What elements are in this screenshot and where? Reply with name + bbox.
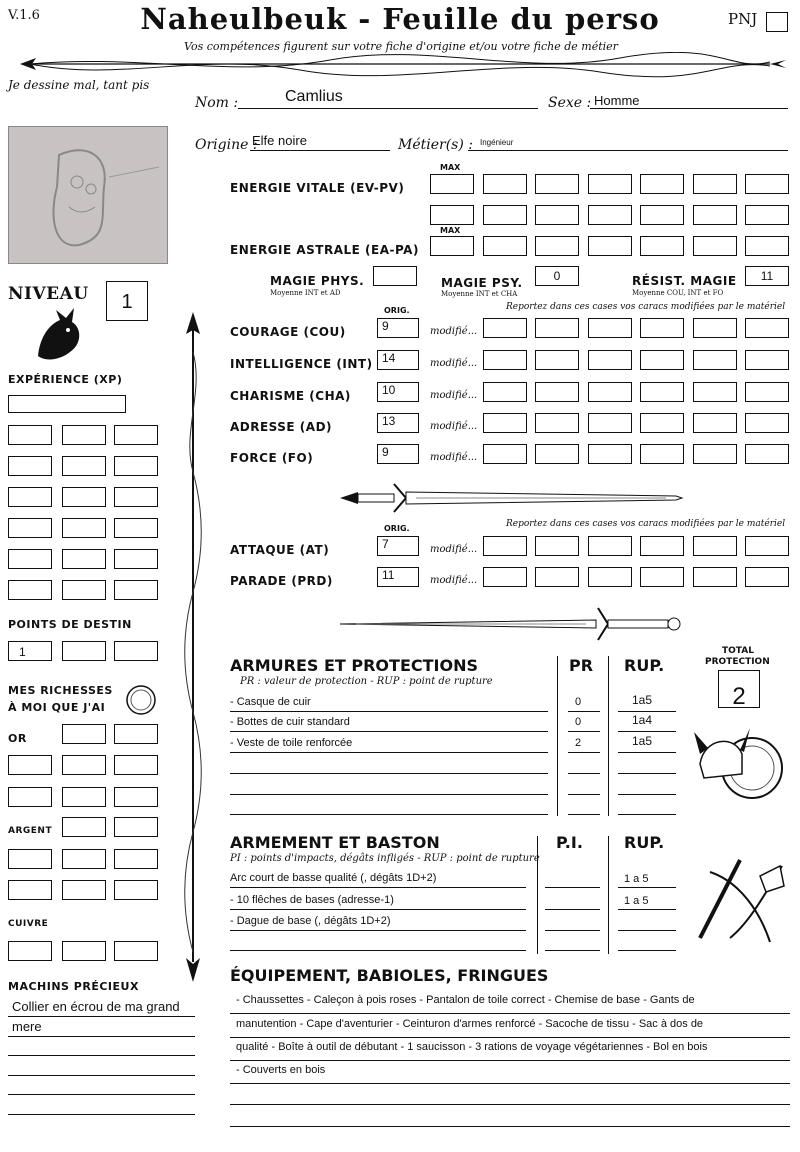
nom-field[interactable]: Camlius (285, 88, 343, 105)
stat-modified-box[interactable] (588, 444, 632, 464)
armure-rup-line (618, 711, 676, 712)
ea-max-label: MAX (440, 226, 461, 235)
vital-box[interactable] (693, 174, 737, 194)
vital-box[interactable] (535, 205, 579, 225)
richesses-label-1: MES RICHESSES (8, 684, 113, 697)
ev-max-label: MAX (440, 163, 461, 172)
arme-rup: 1 a 5 (624, 895, 649, 907)
arme-name: - Dague de base (, dégâts 1D+2) (230, 915, 391, 927)
vital-box[interactable] (745, 205, 789, 225)
stat-orig-field[interactable] (377, 350, 419, 370)
xp-box[interactable] (62, 549, 106, 569)
armure-rup-line (618, 814, 676, 815)
armure-pr-line (568, 773, 600, 774)
total-label-2: PROTECTION (705, 657, 770, 667)
page-subtitle: Vos compétences figurent sur votre fiche d'origine et/ou votre fiche de métier (184, 40, 618, 53)
stat-modified-box[interactable] (745, 444, 789, 464)
armures-pr-header: PR (569, 656, 594, 675)
niveau-field[interactable]: 1 (106, 281, 148, 321)
xp-box[interactable] (62, 518, 106, 538)
stat-modified-box[interactable] (640, 350, 684, 370)
armement-title: ARMEMENT ET BASTON (230, 833, 440, 852)
machins-line (8, 1075, 195, 1076)
stat-modified-box[interactable] (483, 413, 527, 433)
machins-line-2[interactable]: mere (12, 1019, 42, 1034)
niveau-label: NIVEAU (8, 284, 89, 304)
arme-name: Arc court de basse qualité (, dégâts 1D+2) (230, 872, 437, 884)
stat-orig-field[interactable] (377, 444, 419, 464)
resist-magie-label: RÉSIST. MAGIE (632, 274, 737, 288)
stat-modified-box[interactable] (745, 382, 789, 402)
total-protection-field[interactable]: 2 (718, 670, 760, 708)
xp-box[interactable] (62, 487, 106, 507)
stat-modified-box[interactable] (535, 444, 579, 464)
metier-field[interactable]: Ingénieur (480, 138, 514, 147)
arme-rup-line (618, 887, 676, 888)
xp-box[interactable] (114, 518, 158, 538)
armure-pr-line (568, 794, 600, 795)
vital-box[interactable] (640, 174, 684, 194)
money-box[interactable] (62, 755, 106, 775)
xp-box[interactable] (62, 456, 106, 476)
combat-modified-box[interactable] (483, 567, 527, 587)
stat-orig-value: 9 (382, 445, 389, 459)
stat-modified-box[interactable] (640, 413, 684, 433)
sexe-field[interactable]: Homme (594, 93, 640, 108)
stat-orig-value: 14 (382, 351, 396, 365)
combat-orig-value: 7 (382, 537, 389, 551)
stat-modified-box[interactable] (640, 382, 684, 402)
armure-pr-line (568, 711, 600, 712)
armure-rup-line (618, 731, 676, 732)
modifie-label: modifié... (430, 544, 478, 555)
resist-magie-field[interactable]: 11 (745, 266, 789, 286)
armure-rup-line (618, 773, 676, 774)
drawing-note: Je dessine mal, tant pis (8, 78, 150, 92)
argent-label: ARGENT (8, 826, 53, 836)
magie-psy-label: MAGIE PSY. (441, 276, 523, 290)
magie-phys-label: MAGIE PHYS. (270, 274, 365, 288)
xp-box[interactable] (8, 580, 52, 600)
armures-subtitle: PR : valeur de protection - RUP : point de rupture (240, 676, 493, 687)
arme-rup-line (618, 950, 676, 951)
vital-box[interactable] (693, 236, 737, 256)
sword-icon (336, 478, 686, 518)
armure-pr: 2 (575, 737, 582, 749)
vital-box[interactable] (483, 205, 527, 225)
combat-modified-box[interactable] (693, 567, 737, 587)
money-box[interactable] (114, 787, 158, 807)
vital-box[interactable] (640, 205, 684, 225)
portrait-image (8, 126, 168, 264)
money-box[interactable] (114, 755, 158, 775)
arme-pi-line (545, 909, 600, 910)
armement-pi-header: P.I. (556, 833, 583, 852)
resist-magie-sub: Moyenne COU, INT et FO (632, 289, 724, 297)
nom-line (238, 108, 538, 109)
equip-line (230, 1060, 790, 1061)
ea-label: ENERGIE ASTRALE (EA-PA) (230, 243, 419, 257)
stat-orig-value: 10 (382, 383, 396, 397)
money-box[interactable] (62, 787, 106, 807)
stat-modified-box[interactable] (535, 350, 579, 370)
vital-box[interactable] (430, 205, 474, 225)
destin-box-1[interactable] (8, 641, 52, 661)
vital-box[interactable] (745, 174, 789, 194)
vital-box[interactable] (430, 236, 474, 256)
combat-modified-box[interactable] (588, 567, 632, 587)
armures-title: ARMURES ET PROTECTIONS (230, 656, 478, 675)
arme-rup-line (618, 930, 676, 931)
money-box[interactable] (114, 817, 158, 837)
xp-total-field[interactable] (8, 395, 126, 413)
stat-modified-box[interactable] (745, 413, 789, 433)
xp-box[interactable] (8, 425, 52, 445)
equip-text: - Chaussettes - Caleçon à pois roses - Pantalon de toile correct - Chemise de base - Gants de (236, 994, 695, 1006)
vital-box[interactable] (588, 174, 632, 194)
armures-divider-2 (608, 656, 609, 816)
stat-modified-box[interactable] (693, 382, 737, 402)
equip-line (230, 1037, 790, 1038)
magie-psy-sub: Moyenne INT et CHA (441, 290, 518, 298)
destin-box-2[interactable] (62, 641, 106, 661)
modifie-label: modifié... (430, 575, 478, 586)
combat-modified-box[interactable] (535, 567, 579, 587)
stat-modified-box[interactable] (745, 318, 789, 338)
stat-orig-field[interactable] (377, 318, 419, 338)
stat-orig-value: 9 (382, 319, 389, 333)
modifie-label: modifié... (430, 358, 478, 369)
stats-note-combat: Reportez dans ces cases vos caracs modifiées par le matériel (506, 519, 786, 529)
combat-modified-box[interactable] (483, 536, 527, 556)
stat-label: FORCE (FO) (230, 451, 314, 465)
armure-row-line (230, 731, 548, 732)
armure-rup: 1a4 (632, 713, 653, 727)
combat-orig-field[interactable] (377, 536, 419, 556)
destin-label: POINTS DE DESTIN (8, 618, 132, 631)
armures-rup-header: RUP. (624, 656, 665, 675)
sexe-label: Sexe : (548, 95, 592, 111)
xp-box[interactable] (62, 580, 106, 600)
arme-row-line (230, 887, 526, 888)
sexe-line (590, 108, 788, 109)
armure-name: - Veste de toile renforcée (230, 737, 353, 749)
origine-label: Origine : (195, 137, 258, 153)
armures-divider-1 (557, 656, 558, 816)
combat-orig-field[interactable] (377, 567, 419, 587)
stat-label: ADRESSE (AD) (230, 420, 333, 434)
combat-label: ATTAQUE (AT) (230, 543, 330, 557)
magie-psy-field[interactable]: 0 (535, 266, 579, 286)
armure-pr-line (568, 814, 600, 815)
magie-phys-sub: Moyenne INT et AD (270, 289, 341, 297)
orig-label: ORIG. (384, 306, 410, 315)
vital-box[interactable] (430, 174, 474, 194)
arme-pi-line (545, 930, 600, 931)
combat-modified-box[interactable] (640, 567, 684, 587)
stat-orig-value: 13 (382, 414, 396, 428)
money-box[interactable] (8, 880, 52, 900)
page-title: Naheulbeuk - Feuille du perso (140, 2, 660, 36)
equip-text: qualité - Boîte à outil de débutant - 1 saucisson - 3 rations de voyage végétariennes - Bol en bois (236, 1041, 708, 1053)
version-label: V.1.6 (8, 8, 40, 23)
machins-label: MACHINS PRÉCIEUX (8, 980, 139, 993)
stat-modified-box[interactable] (588, 413, 632, 433)
armure-pr: 0 (575, 696, 582, 708)
armure-rup-line (618, 752, 676, 753)
arme-name: - 10 flêches de bases (adresse-1) (230, 894, 394, 906)
stat-modified-box[interactable] (535, 318, 579, 338)
modifie-label: modifié... (430, 421, 478, 432)
stat-modified-box[interactable] (588, 382, 632, 402)
stat-modified-box[interactable] (588, 350, 632, 370)
vital-box[interactable] (483, 236, 527, 256)
money-box[interactable] (62, 724, 106, 744)
money-box[interactable] (8, 787, 52, 807)
armure-name: - Bottes de cuir standard (230, 716, 350, 728)
or-label: OR (8, 732, 27, 745)
equip-text: - Couverts en bois (236, 1064, 326, 1076)
stat-modified-box[interactable] (640, 444, 684, 464)
metier-line (468, 150, 788, 151)
modifie-label: modifié... (430, 390, 478, 401)
money-box[interactable] (114, 880, 158, 900)
stat-modified-box[interactable] (588, 318, 632, 338)
arme-row-line (230, 950, 526, 951)
money-box[interactable] (62, 880, 106, 900)
combat-modified-box[interactable] (588, 536, 632, 556)
money-box[interactable] (8, 849, 52, 869)
money-box[interactable] (8, 755, 52, 775)
armement-divider-2 (608, 836, 609, 954)
vital-box[interactable] (745, 236, 789, 256)
vital-box[interactable] (588, 205, 632, 225)
arme-row-line (230, 930, 526, 931)
armure-pr-line (568, 752, 600, 753)
armement-subtitle: PI : points d'impacts, dégâts infligés - RUP : point de rupture (230, 853, 540, 864)
dragon-icon (30, 306, 85, 364)
combat-modified-box[interactable] (745, 536, 789, 556)
total-label-1: TOTAL (722, 646, 754, 656)
machins-line (8, 1094, 195, 1095)
xp-box[interactable] (8, 456, 52, 476)
arme-row-line (230, 909, 526, 910)
pnj-checkbox[interactable] (766, 12, 788, 32)
money-box[interactable] (62, 849, 106, 869)
nom-label: Nom : (195, 95, 239, 111)
armure-row-line (230, 752, 548, 753)
combat-label: PARADE (PRD) (230, 574, 333, 588)
vital-box[interactable] (535, 174, 579, 194)
money-box[interactable] (114, 941, 158, 961)
helmet-shield-icon (694, 724, 786, 808)
vital-box[interactable] (693, 205, 737, 225)
machins-line-1[interactable]: Collier en écrou de ma grand (12, 999, 180, 1014)
equip-line (230, 1083, 790, 1084)
weapons-icon (690, 852, 790, 944)
coin-icon (124, 683, 158, 717)
armement-rup-header: RUP. (624, 833, 665, 852)
stats-note: Reportez dans ces cases vos caracs modifiées par le matériel (506, 302, 786, 312)
money-box[interactable] (8, 941, 52, 961)
destin-box-3[interactable] (114, 641, 158, 661)
armement-divider-1 (537, 836, 538, 954)
armure-pr-line (568, 731, 600, 732)
xp-box[interactable] (8, 518, 52, 538)
origine-line (250, 150, 390, 151)
armure-row-line (230, 773, 548, 774)
combat-modified-box[interactable] (535, 536, 579, 556)
armure-row-line (230, 794, 548, 795)
stat-modified-box[interactable] (693, 318, 737, 338)
equipement-title: ÉQUIPEMENT, BABIOLES, FRINGUES (230, 966, 549, 985)
vital-box[interactable] (483, 174, 527, 194)
arme-pi-line (545, 950, 600, 951)
armure-rup: 1a5 (632, 734, 653, 748)
stat-modified-box[interactable] (745, 350, 789, 370)
armure-pr: 0 (575, 716, 582, 728)
stat-modified-box[interactable] (693, 350, 737, 370)
xp-box[interactable] (114, 549, 158, 569)
xp-box[interactable] (114, 580, 158, 600)
cuivre-label: CUIVRE (8, 919, 49, 929)
xp-box[interactable] (8, 487, 52, 507)
armure-row-line (230, 711, 548, 712)
armure-row-line (230, 814, 548, 815)
stat-modified-box[interactable] (483, 382, 527, 402)
experience-label: EXPÉRIENCE (XP) (8, 373, 123, 386)
spear-icon (178, 312, 208, 982)
xp-box[interactable] (62, 425, 106, 445)
machins-line (8, 1114, 195, 1115)
equip-line (230, 1126, 790, 1127)
stat-modified-box[interactable] (483, 444, 527, 464)
origine-field[interactable]: Elfe noire (252, 133, 307, 148)
arme-rup: 1 a 5 (624, 873, 649, 885)
xp-box[interactable] (114, 456, 158, 476)
modifie-label: modifié... (430, 326, 478, 337)
stat-modified-box[interactable] (640, 318, 684, 338)
money-box[interactable] (62, 941, 106, 961)
stat-modified-box[interactable] (535, 413, 579, 433)
destin-value: 1 (19, 645, 26, 659)
money-box[interactable] (114, 849, 158, 869)
stat-label: COURAGE (COU) (230, 325, 346, 339)
xp-box[interactable] (114, 425, 158, 445)
stat-orig-field[interactable] (377, 413, 419, 433)
stat-label: INTELLIGENCE (INT) (230, 357, 373, 371)
combat-modified-box[interactable] (693, 536, 737, 556)
ev-label: ENERGIE VITALE (EV-PV) (230, 181, 405, 195)
pnj-label: PNJ (728, 10, 758, 28)
equip-text: manutention - Cape d'aventurier - Ceinturon d'armes renforcé - Sacoche de tissu - Sac à dos de (236, 1018, 704, 1030)
combat-modified-box[interactable] (640, 536, 684, 556)
metier-label: Métier(s) : (398, 137, 473, 153)
richesses-label-2: À MOI QUE J'AI (8, 701, 106, 714)
armure-rup-line (618, 794, 676, 795)
stat-modified-box[interactable] (693, 413, 737, 433)
vital-box[interactable] (588, 236, 632, 256)
modifie-label: modifié... (430, 452, 478, 463)
stat-modified-box[interactable] (483, 318, 527, 338)
vital-box[interactable] (535, 236, 579, 256)
machins-line (8, 1036, 195, 1037)
armure-rup: 1a5 (632, 693, 653, 707)
sword-icon-2 (336, 606, 686, 642)
magie-phys-field[interactable] (373, 266, 417, 286)
machins-line (8, 1016, 195, 1017)
xp-box[interactable] (8, 549, 52, 569)
money-box[interactable] (62, 817, 106, 837)
equip-line (230, 1013, 790, 1014)
stat-modified-box[interactable] (693, 444, 737, 464)
arme-rup-line (618, 909, 676, 910)
money-box[interactable] (114, 724, 158, 744)
armure-name: - Casque de cuir (230, 696, 311, 708)
stat-modified-box[interactable] (535, 382, 579, 402)
arme-pi-line (545, 887, 600, 888)
stat-modified-box[interactable] (483, 350, 527, 370)
equip-line (230, 1104, 790, 1105)
combat-modified-box[interactable] (745, 567, 789, 587)
stat-label: CHARISME (CHA) (230, 389, 351, 403)
combat-orig-value: 11 (382, 568, 395, 582)
stat-orig-field[interactable] (377, 382, 419, 402)
orig-label-combat: ORIG. (384, 524, 410, 533)
vital-box[interactable] (640, 236, 684, 256)
xp-box[interactable] (114, 487, 158, 507)
machins-line (8, 1055, 195, 1056)
